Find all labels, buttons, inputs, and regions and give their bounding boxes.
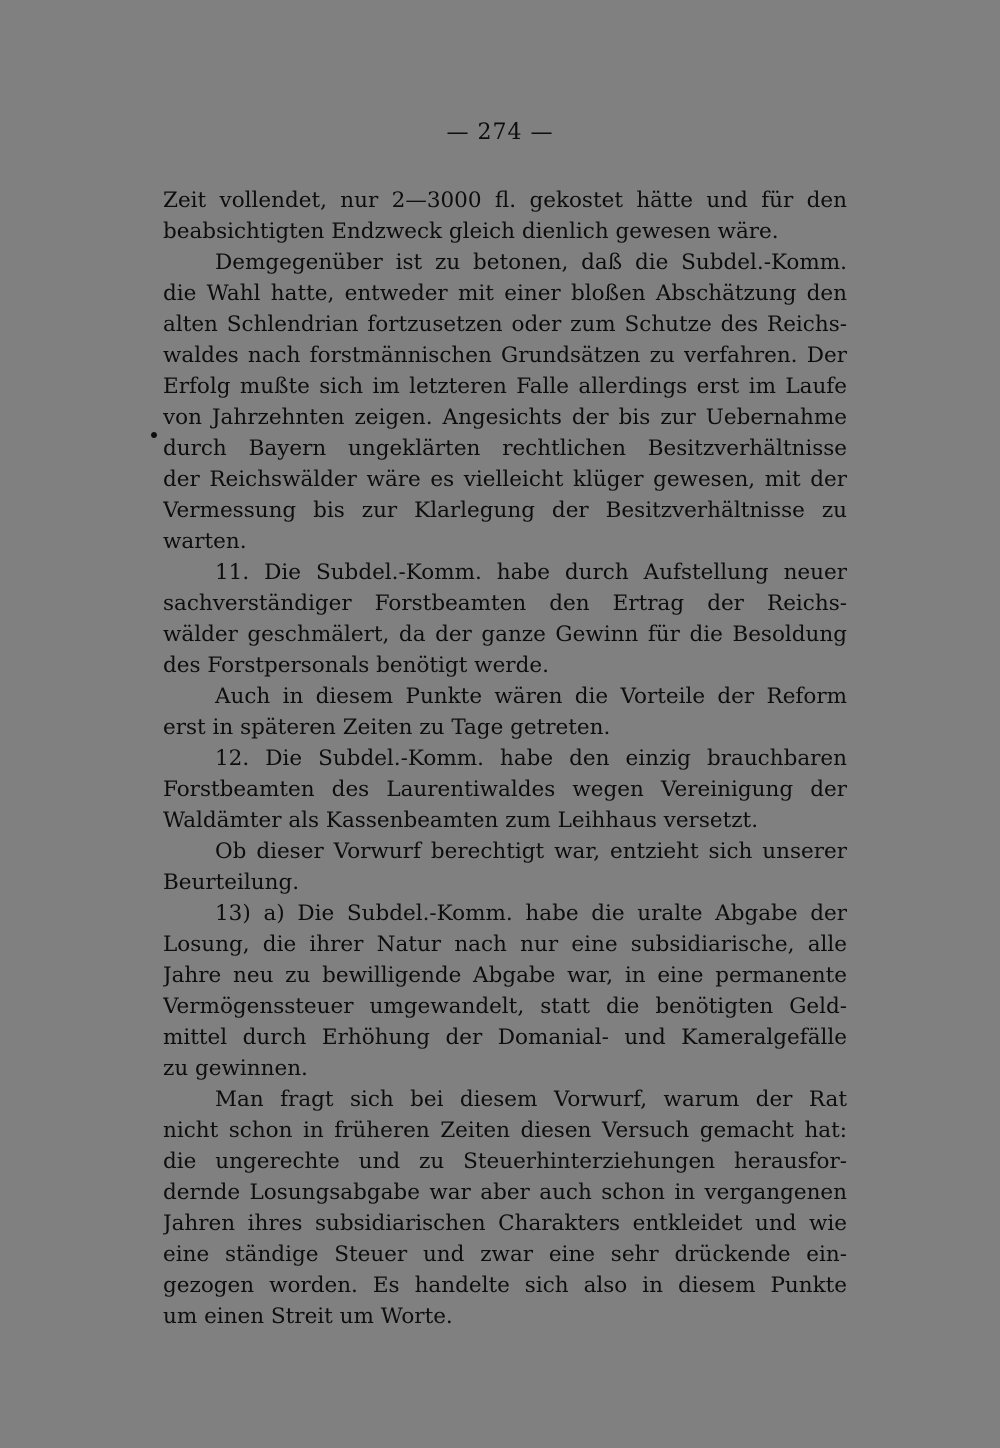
- text-line: Jahren ihres subsidiarischen Charakters entkleidet und wie: [163, 1211, 847, 1236]
- page-number: — 274 —: [446, 120, 554, 145]
- text-line: um einen Streit um Worte.: [163, 1304, 453, 1329]
- text-line: wälder geschmälert, da der ganze Gewinn für die Besoldung: [163, 622, 847, 647]
- text-line: Losung, die ihrer Natur nach nur eine subsidiarische, alle: [163, 932, 847, 957]
- text-line: Zeit vollendet, nur 2—3000 fl. gekostet hätte und für den: [163, 188, 847, 213]
- text-line: gezogen worden. Es handelte sich also in diesem Punkte: [163, 1273, 847, 1298]
- text-line: eine ständige Steuer und zwar eine sehr drückende ein-: [163, 1242, 847, 1267]
- text-line: 12. Die Subdel.-Komm. habe den einzig brauchbaren: [215, 746, 847, 771]
- text-line: Waldämter als Kassenbeamten zum Leihhaus versetzt.: [163, 808, 759, 833]
- body-text: [163, 185, 847, 1332]
- text-line: sachverständiger Forstbeamten den Ertrag der Reichs-: [163, 591, 847, 616]
- text-line: von Jahrzehnten zeigen. Angesichts der bis zur Uebernahme: [163, 405, 847, 430]
- text-line: zu gewinnen.: [163, 1056, 308, 1081]
- text-line: der Reichswälder wäre es vielleicht klüger gewesen, mit der: [163, 467, 847, 492]
- text-line: dernde Losungsabgabe war aber auch schon in vergangenen: [163, 1180, 847, 1205]
- text-line: alten Schlendrian fortzusetzen oder zum Schutze des Reichs-: [163, 312, 847, 337]
- text-line: Forstbeamten des Laurentiwaldes wegen Vereinigung der: [163, 777, 847, 802]
- text-line: 13) a) Die Subdel.-Komm. habe die uralte Abgabe der: [215, 901, 847, 926]
- text-line: die ungerechte und zu Steuerhinterziehungen herausfor-: [163, 1149, 847, 1174]
- text-line: des Forstpersonals benötigt werde.: [163, 653, 549, 678]
- text-line: waldes nach forstmännischen Grundsätzen zu verfahren. Der: [163, 343, 847, 368]
- text-line: Ob dieser Vorwurf berechtigt war, entzieht sich unserer: [215, 839, 847, 864]
- text-line: Jahre neu zu bewilligende Abgabe war, in eine permanente: [163, 963, 847, 988]
- text-line: erst in späteren Zeiten zu Tage getreten.: [163, 715, 611, 740]
- text-line: beabsichtigten Endzweck gleich dienlich gewesen wäre.: [163, 219, 779, 244]
- text-line: Vermögenssteuer umgewandelt, statt die benötigten Geld-: [163, 994, 847, 1019]
- bullet-mark: [151, 432, 157, 438]
- text-line: Auch in diesem Punkte wären die Vorteile der Reform: [215, 684, 847, 709]
- text-line: Beurteilung.: [163, 870, 300, 895]
- text-line: Erfolg mußte sich im letzteren Falle allerdings erst im Laufe: [163, 374, 847, 399]
- text-line: 11. Die Subdel.-Komm. habe durch Aufstellung neuer: [215, 560, 847, 585]
- text-line: mittel durch Erhöhung der Domanial- und Kameralgefälle: [163, 1025, 847, 1050]
- text-line: Demgegenüber ist zu betonen, daß die Subdel.-Komm.: [215, 250, 847, 275]
- text-line: warten.: [163, 529, 247, 554]
- text-line: durch Bayern ungeklärten rechtlichen Besitzverhältnisse: [163, 436, 847, 461]
- text-line: Vermessung bis zur Klarlegung der Besitzverhältnisse zu: [163, 498, 847, 523]
- text-line: die Wahl hatte, entweder mit einer bloßen Abschätzung den: [163, 281, 847, 306]
- text-line: nicht schon in früheren Zeiten diesen Versuch gemacht hat:: [163, 1118, 847, 1143]
- text-line: Man fragt sich bei diesem Vorwurf, warum der Rat: [215, 1087, 847, 1112]
